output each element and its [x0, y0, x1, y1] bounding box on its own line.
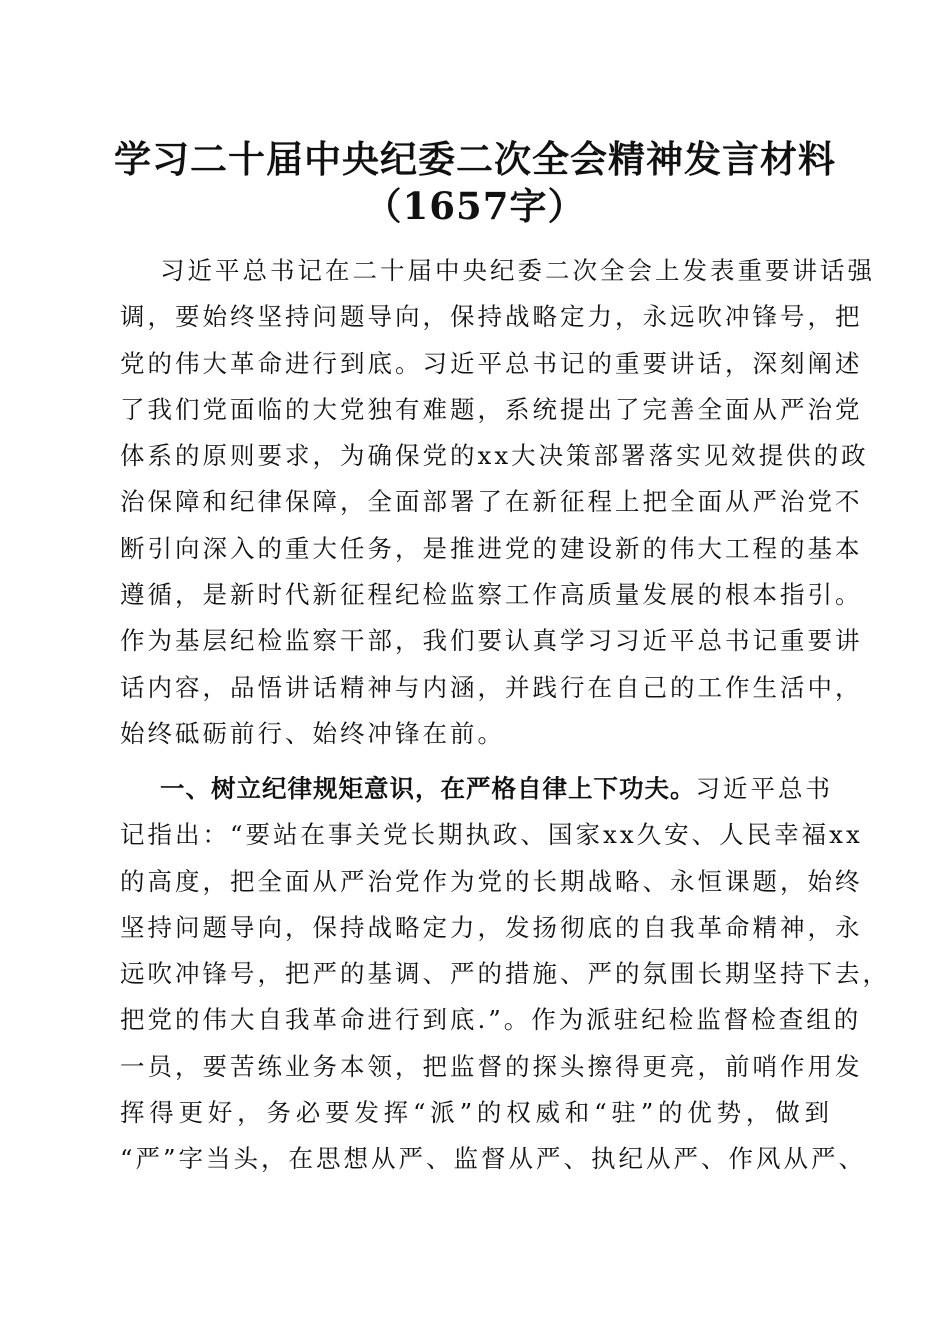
paragraph-line: 党的伟大革命进行到底。习近平总书记的重要讲话，深刻阐述 — [120, 348, 863, 378]
section-1-heading: 一、树立纪律规矩意识，在严格自律上下功夫。 — [160, 774, 696, 803]
paragraph-line: 了我们党面临的大党独有难题，系统提出了完善全面从严治党 — [120, 394, 863, 424]
paragraph-line: 始终砥砺前行、始终冲锋在前。 — [120, 718, 505, 748]
paragraph-line: 调，要始终坚持问题导向，保持战略定力，永远吹冲锋号，把 — [120, 302, 863, 332]
paragraph-line: 作为基层纪检监察干部，我们要认真学习习近平总书记重要讲 — [120, 626, 863, 656]
section-1-first-line-rest: 习近平总书 — [695, 774, 833, 803]
paragraph-line: 话内容，品悟讲话精神与内涵，并践行在自己的工作生活中， — [120, 672, 863, 702]
paragraph-line: 体系的原则要求，为确保党的xx大决策部署落实见效提供的政 — [120, 441, 869, 471]
document-title: 学习二十届中央纪委二次全会精神发言材料 — [114, 137, 836, 181]
paragraph-line: 习近平总书记在二十届中央纪委二次全会上发表重要讲话强 — [160, 256, 875, 285]
section-1-paragraph — [120, 766, 890, 1183]
intro-paragraph — [120, 248, 875, 757]
paragraph-line: 坚持问题导向，保持战略定力，发扬彻底的自我革命精神，永 — [120, 912, 863, 942]
paragraph-line: 治保障和纪律保障，全面部署了在新征程上把全面从严治党不 — [120, 487, 863, 517]
paragraph-line: 记指出：“要站在事关党长期执政、国家xx久安、人民幸福xx — [120, 820, 863, 850]
paragraph-line: 一员，要苦练业务本领，把监督的探头擦得更亮，前哨作用发 — [120, 1051, 863, 1081]
document-subtitle: （1657字） — [364, 184, 586, 228]
paragraph-line: 的高度，把全面从严治党作为党的长期战略、永恒课题，始终 — [120, 866, 863, 896]
paragraph-line: “严”字当头，在思想从严、监督从严、执纪从严、作风从严、 — [120, 1144, 867, 1174]
paragraph-line: 远吹冲锋号，把严的基调、严的措施、严的氛围长期坚持下去， — [120, 959, 890, 989]
paragraph-line: 断引向深入的重大任务，是推进党的建设新的伟大工程的基本 — [120, 533, 863, 563]
paragraph-line: 挥得更好，务必要发挥“派”的权威和“驻”的优势，做到 — [120, 1098, 832, 1128]
paragraph-line: 把党的伟大自我革命进行到底.”。作为派驻纪检监督检查组的 — [120, 1005, 862, 1035]
paragraph-line: 遵循，是新时代新征程纪检监察工作高质量发展的根本指引。 — [120, 580, 863, 610]
section-1-first-line — [120, 766, 832, 812]
